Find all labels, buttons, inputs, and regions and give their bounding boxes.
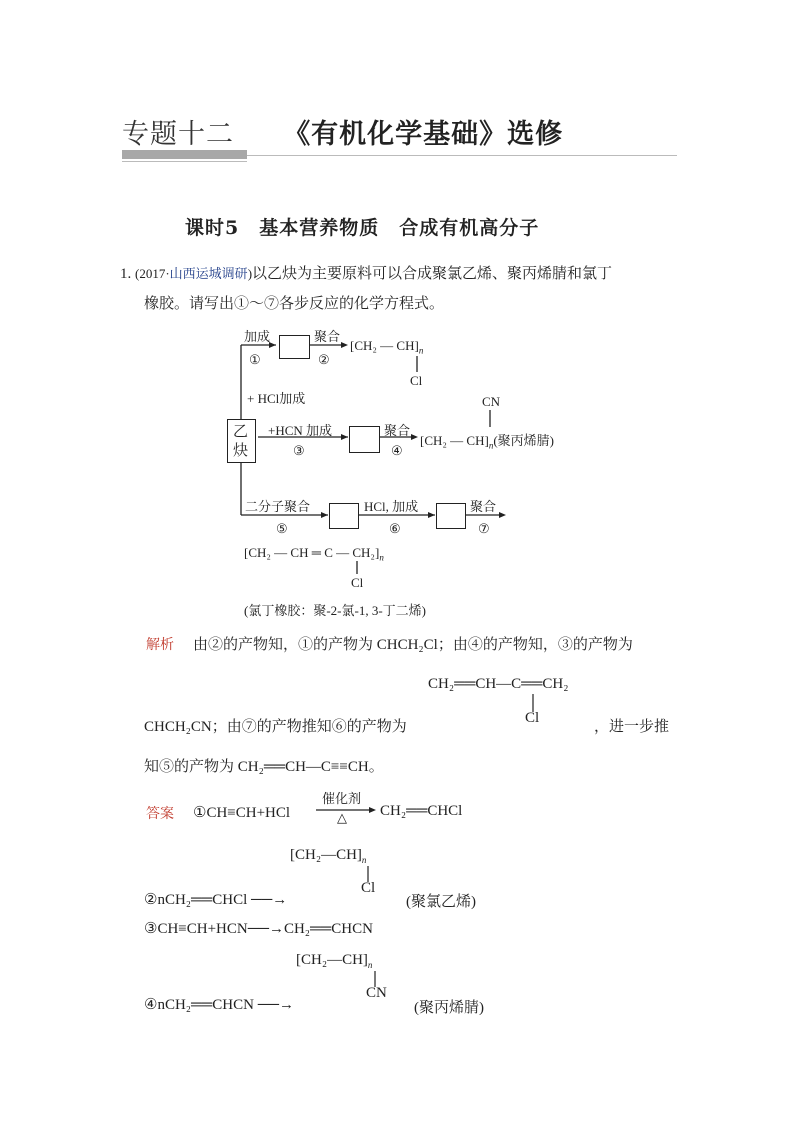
analysis-line-3 bbox=[144, 755, 384, 776]
lesson-title: 课时5 基本营养物质 合成有机高分子 bbox=[185, 217, 540, 239]
product2-n: n bbox=[488, 440, 494, 451]
row1-poly-label: 聚合 bbox=[314, 329, 341, 344]
analysis-line-3-end: 。 bbox=[368, 759, 384, 775]
question-number: 1. bbox=[120, 266, 132, 282]
analysis-structure-main: CH₂══CH—C══CH₂ bbox=[428, 676, 569, 692]
row2-add-label: +HCN 加成 bbox=[268, 423, 333, 438]
answer-eq1-arrow bbox=[316, 805, 378, 815]
product3-n: n bbox=[379, 552, 384, 563]
answer-eq4-substituent: CN bbox=[366, 985, 387, 1001]
step-6: ⑥ bbox=[389, 521, 401, 536]
intermediate-box-3 bbox=[349, 426, 380, 453]
answer-eq4-left: ④nCH₂══CHCN ──→ bbox=[144, 997, 294, 1013]
row3-hcl-label: HCl, 加成 bbox=[364, 499, 419, 514]
answer-label: 答案 bbox=[146, 806, 174, 822]
start-char-1: 乙 bbox=[233, 424, 249, 440]
product1-n: n bbox=[418, 345, 424, 356]
step-3: ③ bbox=[293, 443, 305, 458]
answer-eq2-chain: CH₂—CH bbox=[295, 847, 357, 863]
answer-eq4-polymer: $[CH_2—CH]_n$ bbox=[296, 952, 373, 970]
analysis-line-1: 由②的产物知，①的产物为 CHCH₂Cl；由④的产物知，③的产物为 bbox=[193, 637, 633, 653]
question-source-region: 山西运城调研 bbox=[169, 266, 248, 281]
answer-eq4-monomer: ④nCH₂══CHCN bbox=[144, 997, 254, 1013]
answer-eq2-n: n bbox=[361, 855, 367, 865]
answer-eq1-heat: △ bbox=[337, 810, 347, 825]
question-source-open: (2017· bbox=[135, 266, 170, 281]
product1-formula: [CH₂ — $CH]_n$ bbox=[350, 338, 424, 356]
analysis-label: 解析 bbox=[146, 637, 174, 653]
product3-chain: CH₂ — CH ═ C — CH₂ bbox=[248, 545, 375, 560]
topic-name: 《有机化学基础》选修 bbox=[283, 119, 564, 150]
hcl-addition-label: + HCl加成 bbox=[247, 391, 306, 406]
answer-eq2-left: ②nCH₂══CHCl ──→ bbox=[144, 892, 288, 908]
answer-eq2-polymer: $[CH_2—CH]_n$ bbox=[290, 847, 367, 865]
row2-poly-label: 聚合 bbox=[384, 423, 411, 438]
step-5: ⑤ bbox=[276, 521, 288, 536]
analysis-line-3a: 知⑤的产物为 bbox=[144, 759, 235, 775]
answer-eq2-substituent: Cl bbox=[361, 880, 376, 896]
question-source-close: ) bbox=[247, 266, 253, 281]
product3-formula: [CH₂ — CH ═ C — $CH_2]_n$ bbox=[244, 545, 384, 563]
answer-eq2-name: (聚氯乙烯) bbox=[406, 894, 476, 910]
question-text-2: 橡胶。请写出①～⑦各步反应的化学方程式。 bbox=[144, 296, 445, 312]
answer-eq2-monomer: ②nCH₂══CHCl bbox=[144, 892, 248, 908]
analysis-line-2b: ，进一步推 bbox=[594, 719, 670, 735]
answer-eq4-chain: CH₂—CH bbox=[301, 952, 363, 968]
intermediate-box-6 bbox=[436, 503, 466, 529]
product2-formula: [CH₂ — $CH]_n$(聚丙烯腈) bbox=[420, 433, 555, 451]
answer-eq1-right: CH₂══CHCl bbox=[380, 803, 463, 819]
step-4: ④ bbox=[391, 443, 403, 458]
product1-chain: CH₂ — CH bbox=[354, 338, 415, 353]
product2-name: (聚丙烯腈) bbox=[493, 433, 555, 448]
answer-eq4-name: (聚丙烯腈) bbox=[414, 1000, 484, 1016]
question-text-1: 以乙炔为主要原料可以合成聚氯乙烯、聚丙烯腈和氯丁 bbox=[252, 266, 613, 282]
start-char-2: 炔 bbox=[233, 443, 249, 459]
product2-chain: CH₂ — CH bbox=[424, 433, 485, 448]
answer-eq3: ③CH≡CH+HCN──→CH₂══CHCN bbox=[144, 921, 373, 937]
product3-caption: (氯丁橡胶：聚-2-氯-1, 3-丁二烯) bbox=[244, 603, 426, 618]
product2-substituent: CN bbox=[482, 394, 501, 409]
topic-label: 专题十二 bbox=[122, 119, 234, 150]
intermediate-box-1 bbox=[279, 335, 310, 359]
analysis-structure-sub: Cl bbox=[525, 710, 540, 726]
product3-substituent: Cl bbox=[351, 575, 364, 590]
answer-eq4-n: n bbox=[367, 960, 373, 970]
step-2: ② bbox=[318, 352, 330, 367]
row1-add-label: 加成 bbox=[244, 329, 271, 344]
analysis-line-3-formula: CH₂══CH—C≡≡CH bbox=[237, 759, 369, 775]
row3-poly-label: 聚合 bbox=[470, 499, 497, 514]
product1-substituent: Cl bbox=[410, 373, 423, 388]
answer-eq1-left: ①CH≡CH+HCl bbox=[193, 805, 291, 821]
step-1: ① bbox=[249, 352, 261, 367]
intermediate-box-5 bbox=[329, 503, 359, 529]
step-7: ⑦ bbox=[478, 521, 490, 536]
analysis-line-2a: CHCH₂CN；由⑦的产物推知⑥的产物为 bbox=[144, 719, 407, 735]
row3-dimer-label: 二分子聚合 bbox=[245, 499, 311, 514]
answer-eq1-catalyst: 催化剂 bbox=[322, 791, 362, 806]
